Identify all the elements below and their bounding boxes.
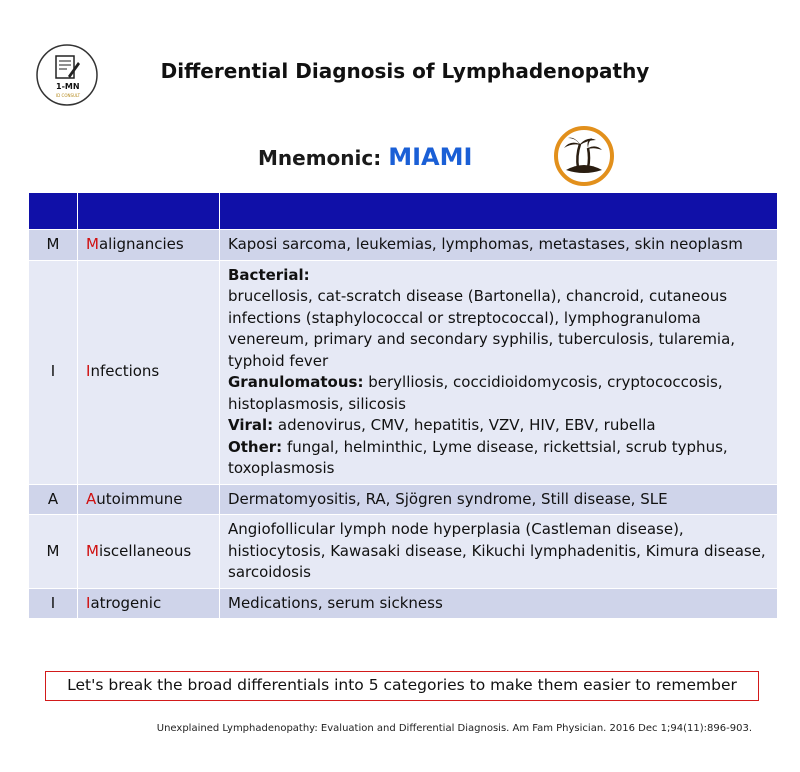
description-text: Medications, serum sickness [228, 593, 443, 612]
row-letter: M [29, 515, 78, 589]
description-bold: Granulomatous: [228, 373, 364, 391]
table-row [29, 260, 778, 484]
category-initial: M [86, 235, 99, 253]
row-category [78, 260, 220, 484]
logo-subtext: ID CONSULT [56, 93, 81, 98]
page-title: Differential Diagnosis of Lymphadenopathy [160, 59, 650, 83]
category-rest: utoimmune [96, 489, 183, 508]
description-bold: Bacterial: [228, 265, 310, 284]
category-rest: iscellaneous [98, 541, 192, 560]
row-category [78, 515, 220, 589]
citation: Unexplained Lymphadenopathy: Evaluation and Differential Diagnosis. Am Fam Physician. 2016 Dec 1;94(11):896-903. [156, 723, 752, 734]
callout-note: Let's break the broad differentials into 5 categories to make them easier to remember [45, 671, 759, 701]
description-bold: Viral: [228, 416, 274, 434]
row-letter: I [29, 588, 78, 619]
logo-text: 1-MN [56, 82, 80, 91]
row-description [220, 230, 778, 261]
description-line [228, 415, 769, 437]
category-initial: I [86, 593, 91, 612]
category-rest: nfections [90, 362, 160, 381]
row-description [220, 588, 778, 619]
description-line [228, 437, 769, 480]
description-line [228, 286, 769, 372]
row-letter: I [29, 260, 78, 484]
description-text: brucellosis, cat-scratch disease (Bartonella), chancroid, cutaneous infections (staphylococcal or streptococcal), lymphogranuloma venereum, primary and secondary syphilis, tuberculosis, tularemia, typhoid fever [228, 287, 736, 370]
table-row [29, 484, 778, 515]
category-rest: atrogenic [90, 593, 162, 612]
mnemonic-label: Mnemonic: [258, 146, 382, 170]
palm-island-icon [552, 124, 616, 188]
row-description [220, 484, 778, 515]
row-category [78, 230, 220, 261]
category-rest: alignancies [98, 235, 184, 253]
header-cell [220, 193, 778, 230]
row-description [220, 515, 778, 589]
mnemonic-heading [258, 143, 472, 171]
row-category [78, 588, 220, 619]
table-row [29, 230, 778, 261]
description-text: Angiofollicular lymph node hyperplasia (Castleman disease), histiocytosis, Kawasaki disease, Kikuchi lymphadenitis, Kimura disease, sarcoidosis [228, 520, 766, 581]
description-text: berylliosis, coccidioidomycosis, cryptococcosis, histoplasmosis, silicosis [228, 373, 723, 413]
description-text: Kaposi sarcoma, leukemias, lymphomas, metastases, skin neoplasm [228, 235, 743, 253]
header-cell [29, 193, 78, 230]
table-row [29, 515, 778, 589]
mnemonic-word: MIAMI [388, 143, 473, 171]
row-category [78, 484, 220, 515]
row-description [220, 260, 778, 484]
description-bold: Other: [228, 437, 283, 456]
category-initial: I [86, 362, 91, 381]
description-text: Dermatomyositis, RA, Sjögren syndrome, Still disease, SLE [228, 489, 668, 508]
mnemonic-table [28, 192, 778, 619]
row-letter: M [29, 230, 78, 261]
description-line [228, 265, 769, 287]
header-cell [78, 193, 220, 230]
description-text: fungal, helminthic, Lyme disease, rickettsial, scrub typhus, toxoplasmosis [228, 437, 728, 477]
description-text: adenovirus, CMV, hepatitis, VZV, HIV, EBV, rubella [273, 416, 656, 434]
row-letter: A [29, 484, 78, 515]
description-line [228, 372, 769, 415]
category-initial: M [86, 541, 99, 560]
table-row [29, 588, 778, 619]
category-initial: A [86, 489, 97, 508]
table-header-row [29, 193, 778, 230]
